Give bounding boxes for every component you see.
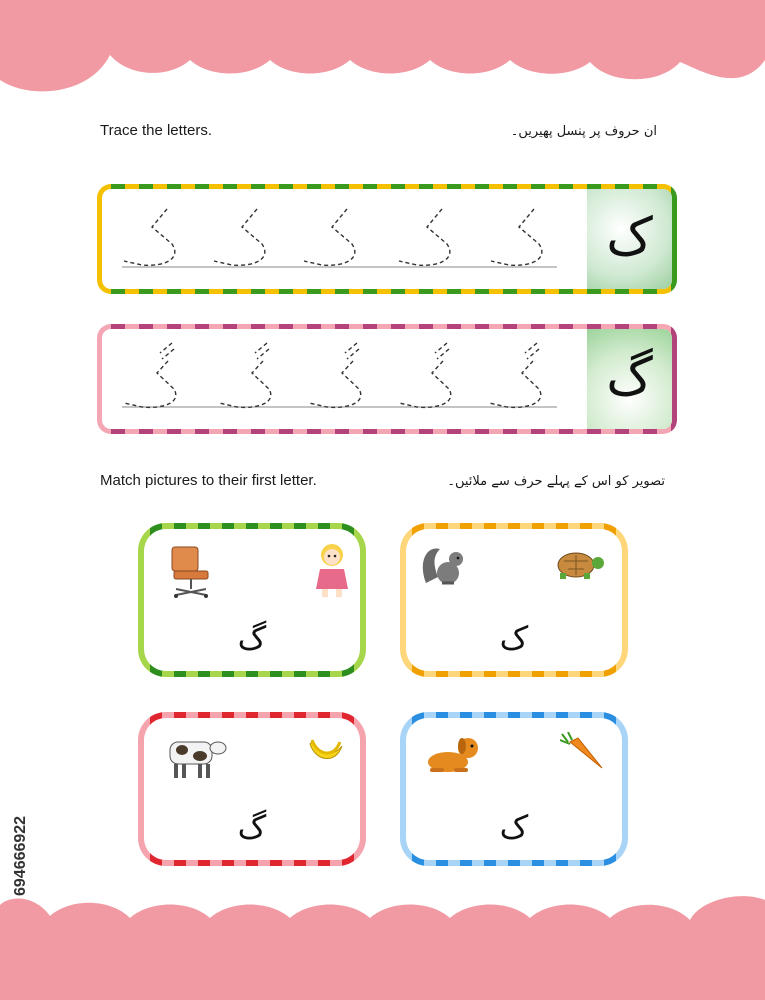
kaaf-letter: ک — [606, 207, 653, 267]
match-card-4[interactable] — [400, 712, 628, 866]
cow-icon — [160, 732, 228, 782]
match-card-1[interactable] — [138, 523, 366, 677]
trace-row-kaaf — [97, 184, 677, 294]
match-card-2[interactable] — [400, 523, 628, 677]
match-instruction-en: Match pictures to their first letter. — [100, 472, 317, 489]
trace-instruction-en: Trace the letters. — [100, 122, 212, 139]
banana-icon — [308, 736, 344, 766]
trace-row-gaaf — [97, 324, 677, 434]
squirrel-icon — [420, 543, 468, 587]
carrot-icon — [560, 732, 606, 772]
kaaf-letter-box — [587, 189, 672, 289]
card-letter: گ — [237, 619, 267, 657]
stock-id — [12, 756, 28, 896]
gaaf-letter-box — [587, 329, 672, 429]
match-instruction-ur: تصویر کو اس کے پہلے حرف سے ملائیں۔ — [447, 474, 665, 489]
chair-icon — [166, 543, 218, 601]
top-cloud-border — [0, 0, 765, 100]
card-letter: گ — [237, 808, 267, 846]
stock-id-text: 694666922 — [12, 815, 29, 896]
card-letter: ک — [499, 808, 529, 846]
bottom-cloud-border — [0, 890, 765, 1000]
card-letter: ک — [499, 619, 529, 657]
doll-icon — [312, 541, 352, 599]
turtle-icon — [548, 547, 606, 583]
trace-instruction-ur: ان حروف پر پنسل پھیریں۔ — [510, 124, 657, 139]
match-card-3[interactable] — [138, 712, 366, 866]
dog-icon — [418, 732, 484, 778]
gaaf-letter: گ — [606, 347, 653, 407]
